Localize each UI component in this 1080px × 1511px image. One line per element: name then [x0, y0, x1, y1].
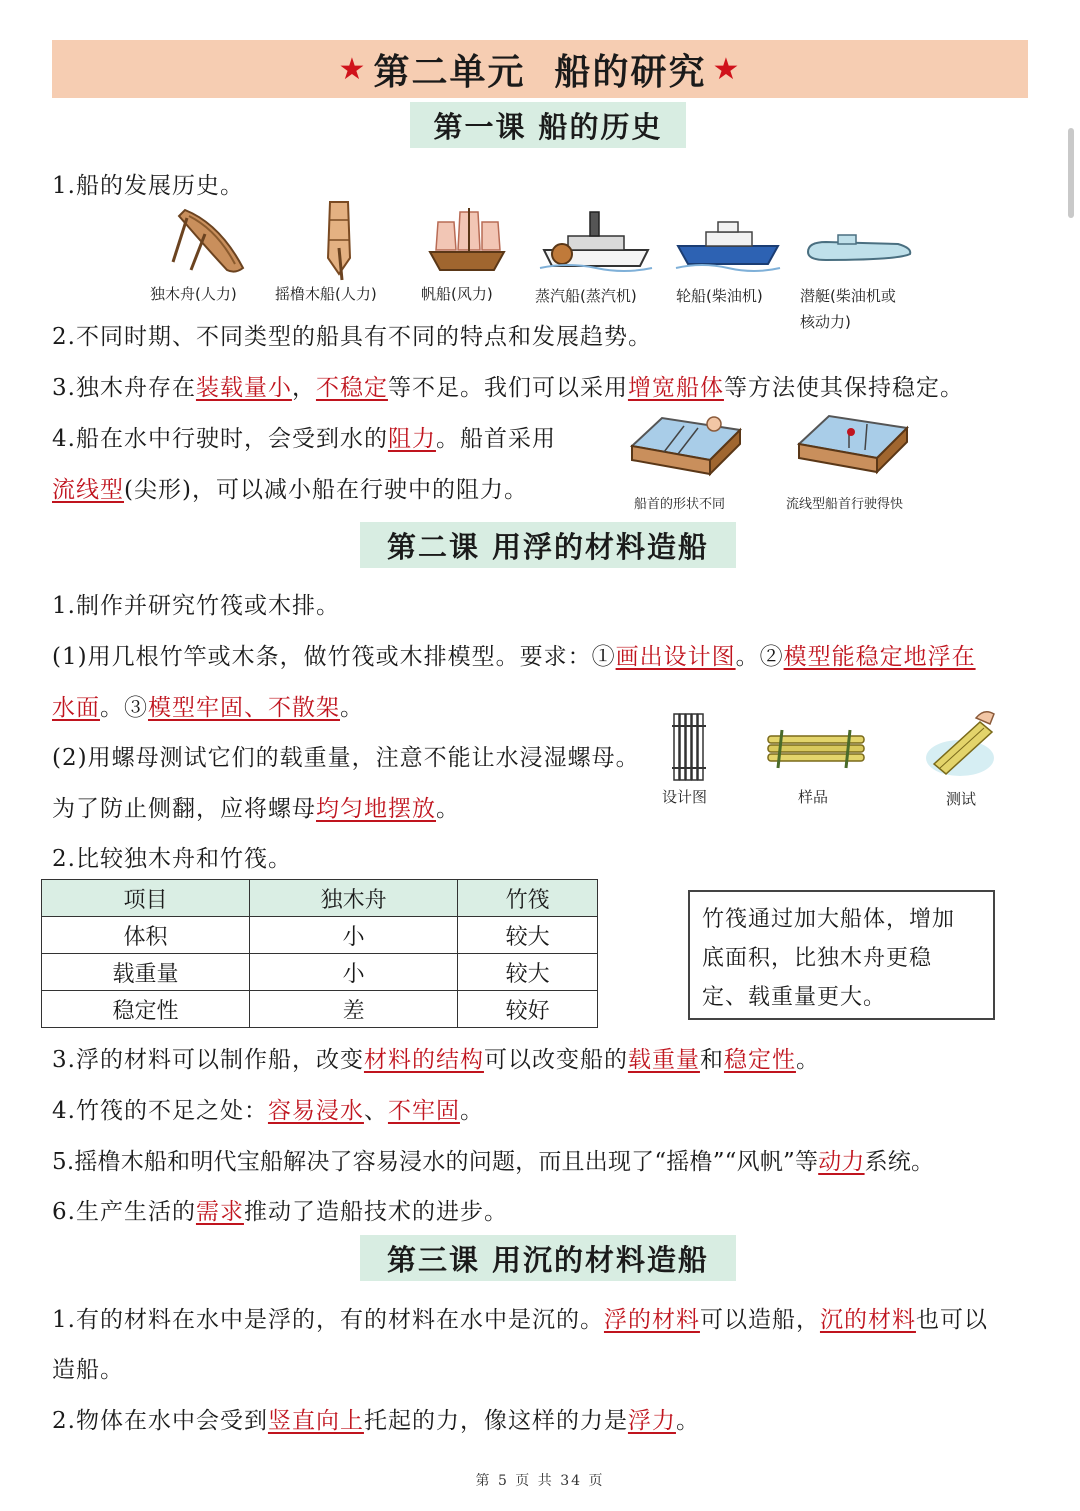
key-term: 阻力 [387, 426, 436, 452]
lesson3-p2: 造船。 [52, 1357, 124, 1383]
lesson2-title: 第二课 用浮的材料造船 [360, 522, 736, 568]
lesson1-p4: 4.船在水中行驶时，会受到水的阻力。船首采用 [52, 426, 556, 452]
raft-design-icon [672, 712, 706, 782]
key-term: 需求 [195, 1199, 244, 1225]
lesson3-p3: 2.物体在水中会受到竖直向上托起的力，像这样的力是浮力。 [52, 1408, 700, 1434]
ship-caption: 核动力) [800, 313, 851, 331]
ship-caption: 轮船(柴油机) [676, 287, 763, 305]
lesson2-p9: 5.摇橹木船和明代宝船解决了容易浸水的问题，而且出现了“摇橹”“风帆”等动力系统。 [52, 1149, 935, 1175]
raft-test-icon [924, 708, 998, 782]
key-term: 载重量 [627, 1047, 700, 1073]
key-term: 容易浸水 [267, 1098, 364, 1124]
star-icon: ★ [338, 51, 368, 87]
lesson1-title: 第一课 船的历史 [410, 102, 686, 148]
lesson2-p2: (1)用几根竹竿或木条，做竹筏或木排模型。要求：①画出设计图。②模型能稳定地浮在 [52, 644, 976, 670]
dugout-canoe-icon [165, 204, 255, 276]
note-line: 底面积，比独木舟更稳 [702, 946, 933, 971]
key-term: 装载量小 [195, 375, 292, 401]
table-cell: 差 [250, 991, 458, 1028]
key-term: 浮的材料 [603, 1307, 700, 1333]
note-line: 竹筏通过加大船体，增加 [702, 907, 956, 932]
key-term: 模型能稳定地浮在 [783, 644, 976, 670]
key-term: 模型牢固、不散架 [148, 695, 340, 721]
ship-caption: 独木舟(人力) [150, 285, 237, 303]
table-header-row [42, 880, 598, 917]
submarine-icon [802, 232, 914, 266]
page-footer: 第 5 页 共 34 页 [475, 1473, 605, 1489]
star-icon: ★ [712, 51, 742, 87]
sculling-boat-icon [320, 198, 358, 280]
key-term: 材料的结构 [363, 1047, 484, 1073]
table-row [42, 954, 598, 991]
table-header: 项目 [42, 880, 250, 917]
key-term: 画出设计图 [615, 644, 736, 670]
lesson2-p5: 为了防止侧翻，应将螺母均匀地摆放。 [52, 796, 460, 822]
lesson1-p5: 流线型(尖形)，可以减小船在行驶中的阻力。 [52, 477, 528, 503]
key-term: 流线型 [52, 477, 124, 503]
key-term: 增宽船体 [627, 375, 724, 401]
diesel-ship-icon [676, 220, 780, 270]
scrollbar[interactable] [1068, 128, 1074, 218]
raft-caption: 设计图 [662, 788, 708, 806]
sailing-ship-icon [424, 208, 510, 274]
lesson2-p4: (2)用螺母测试它们的载重量，注意不能让水浸湿螺母。 [52, 745, 640, 771]
table-cell: 较好 [458, 991, 598, 1028]
key-term: 水面 [52, 695, 100, 721]
lesson3-p1: 1.有的材料在水中是浮的，有的材料在水中是沉的。浮的材料可以造船，沉的材料也可以 [52, 1307, 988, 1333]
key-term: 竖直向上 [267, 1408, 364, 1434]
lesson2-p10: 6.生产生活的需求推动了造船技术的进步。 [52, 1199, 508, 1225]
note-line: 定、载重量更大。 [702, 985, 887, 1010]
table-header: 竹筏 [458, 880, 598, 917]
table-cell: 较大 [458, 954, 598, 991]
unit-banner [52, 40, 1028, 98]
steamship-icon [540, 210, 652, 272]
ship-caption: 摇橹木船(人力) [275, 285, 377, 303]
raft-sample-icon [766, 728, 866, 770]
ship-caption: 蒸汽船(蒸汽机) [535, 287, 637, 305]
experiment-caption: 船首的形状不同 [634, 497, 726, 512]
table-cell: 稳定性 [42, 991, 250, 1028]
lesson2-p6: 2.比较独木舟和竹筏。 [52, 846, 292, 872]
key-term: 动力 [818, 1149, 865, 1175]
table-row [42, 991, 598, 1028]
key-term: 沉的材料 [819, 1307, 916, 1333]
table-cell: 小 [250, 954, 458, 991]
raft-caption: 样品 [798, 788, 829, 806]
lesson1-p3: 3.独木舟存在装载量小，不稳定等不足。我们可以采用增宽船体等方法使其保持稳定。 [52, 375, 964, 401]
note-box [688, 890, 995, 1020]
lesson1-p2: 2.不同时期、不同类型的船具有不同的特点和发展趋势。 [52, 324, 652, 350]
table-header: 独木舟 [250, 880, 458, 917]
unit-title: 第二单元 船的研究 [373, 50, 707, 93]
ship-caption: 潜艇(柴油机或 [800, 287, 896, 305]
table-row [42, 917, 598, 954]
comparison-table [41, 879, 598, 1028]
key-term: 不牢固 [387, 1098, 460, 1124]
key-term: 均匀地摆放 [316, 796, 436, 822]
experiment-caption: 流线型船首行驶得快 [786, 497, 904, 512]
table-cell: 载重量 [42, 954, 250, 991]
lesson2-p8: 4.竹筏的不足之处：容易浸水、不牢固。 [52, 1098, 484, 1124]
lesson3-title: 第三课 用沉的材料造船 [360, 1235, 736, 1281]
table-cell: 体积 [42, 917, 250, 954]
lesson1-p1: 1.船的发展历史。 [52, 173, 244, 199]
key-term: 不稳定 [315, 375, 388, 401]
streamlined-bow-experiment-icon [795, 410, 911, 488]
lesson2-p7: 3.浮的材料可以制作船，改变材料的结构可以改变船的载重量和稳定性。 [52, 1047, 820, 1073]
key-term: 浮力 [627, 1408, 676, 1434]
water-tank-experiment-icon [628, 412, 744, 488]
table-cell: 较大 [458, 917, 598, 954]
lesson2-p1: 1.制作并研究竹筏或木排。 [52, 593, 340, 619]
raft-caption: 测试 [946, 790, 977, 808]
ship-caption: 帆船(风力) [421, 285, 493, 303]
table-cell: 小 [250, 917, 458, 954]
key-term: 稳定性 [723, 1047, 796, 1073]
lesson2-p3: 水面。③模型牢固、不散架。 [52, 695, 364, 721]
